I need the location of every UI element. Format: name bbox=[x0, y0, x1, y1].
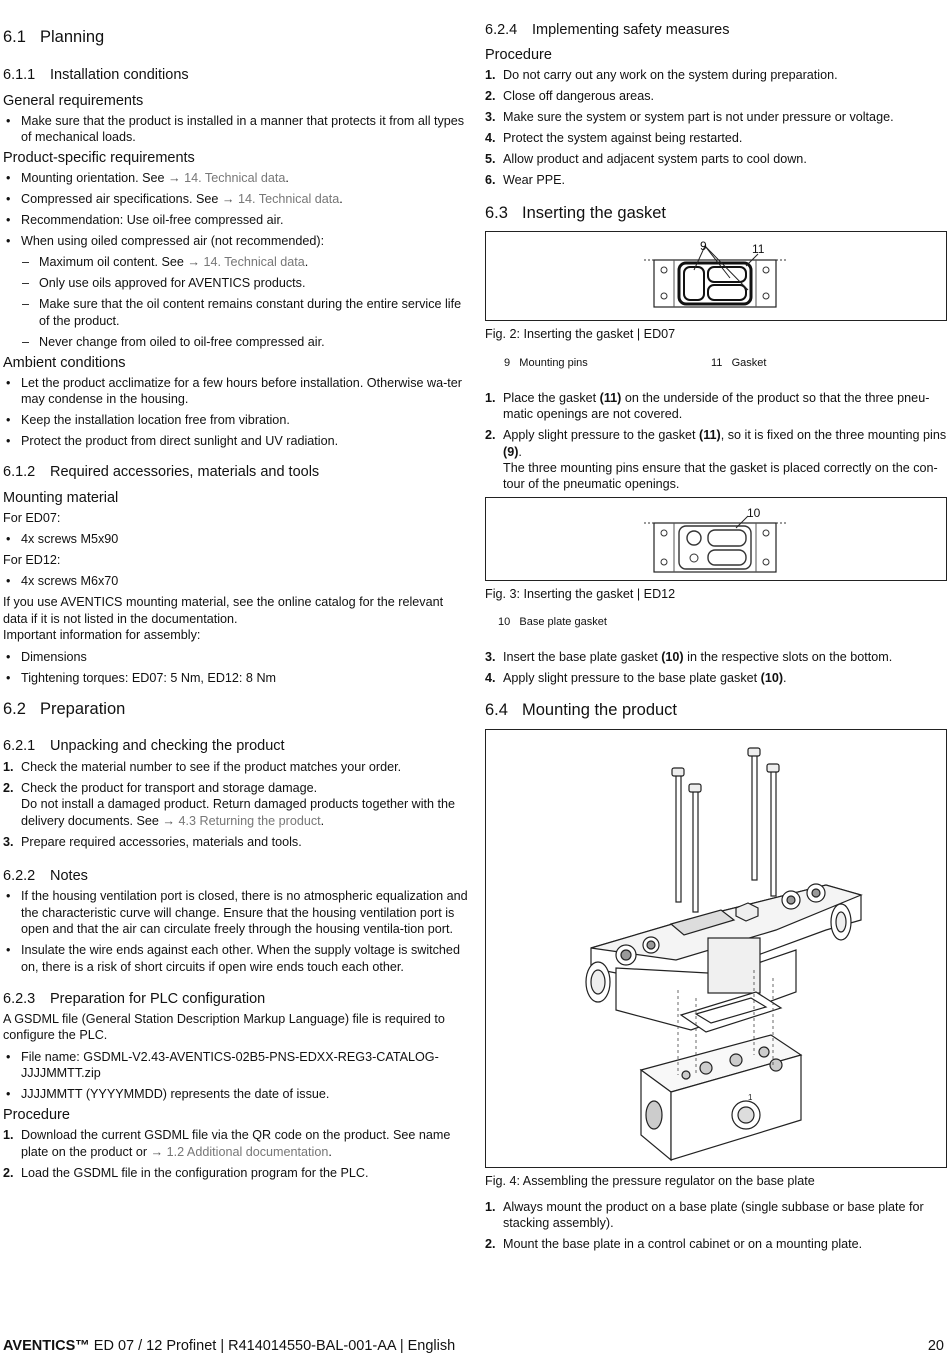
safety-steps bbox=[485, 67, 947, 188]
section-title: Planning bbox=[40, 28, 105, 46]
section-number: 6.1.2 bbox=[3, 463, 36, 480]
general-requirements-list bbox=[3, 113, 471, 146]
section-number: 6.2.3 bbox=[3, 990, 36, 1007]
ambient-conditions-heading: Ambient conditions bbox=[3, 354, 126, 371]
step-item: 3. Insert the base plate gasket (10) in the respective slots on the bottom. bbox=[485, 649, 893, 664]
ed12-label: For ED12: bbox=[3, 553, 61, 568]
step-item: 2. Mount the base plate in a control cabinet or on a mounting plate. bbox=[485, 1237, 863, 1252]
pressure-regulator-assembly-drawing bbox=[486, 730, 946, 1167]
assembly-info-label: Important information for assembly: bbox=[3, 628, 201, 643]
list-item: • Mounting orientation. See → 14. Technical data. bbox=[3, 170, 471, 186]
step-item: 2. Apply slight pressure to the gasket (11), so it is fixed on the three mounting pins (9). The three mounting pins ensure that the gasket is placed correctly on the con-tour of the pneumatic openings. bbox=[485, 428, 947, 492]
screw bbox=[693, 786, 698, 912]
ed07-label: For ED07: bbox=[3, 510, 61, 525]
step-item: 3. Make sure the system or system part is not under pressure or voltage. bbox=[485, 110, 894, 124]
technical-data-link[interactable]: 14. Technical data bbox=[184, 171, 286, 186]
document-id: ED 07 / 12 Profinet | R414014550-BAL-001-AA | English bbox=[89, 1338, 456, 1354]
right-column bbox=[485, 24, 947, 1257]
list-item: • Keep the installation location free from vibration. bbox=[3, 412, 471, 428]
callout-9: 9 bbox=[700, 239, 707, 254]
section-6-2-heading bbox=[3, 700, 471, 719]
section-number: 6.1.1 bbox=[3, 67, 36, 83]
step-item: 6. Wear PPE. bbox=[485, 173, 566, 187]
section-number: 6.4 bbox=[485, 701, 508, 720]
screw bbox=[752, 750, 757, 880]
sublist-item: – Make sure that the oil content remains constant during the entire service life of the product. bbox=[21, 296, 471, 329]
step-item: 1. Check the material number to see if the product matches your order. bbox=[3, 760, 402, 775]
gsdml-intro: A GSDML file (General Station Description Markup Language) file is required to configure the PLC. bbox=[3, 1011, 445, 1043]
section-number: 6.3 bbox=[485, 204, 508, 223]
figure-3-caption: Fig. 3: Inserting the gasket | ED12 bbox=[485, 587, 676, 602]
document-info bbox=[3, 1338, 455, 1354]
section-number: 6.2.1 bbox=[3, 738, 36, 755]
step-item: 4. Apply slight pressure to the base plate gasket (10). bbox=[485, 670, 787, 685]
step-item: 4. Protect the system against being restarted. bbox=[485, 131, 743, 145]
plc-procedure-heading: Procedure bbox=[3, 1107, 70, 1124]
figure-3-legend bbox=[485, 616, 947, 628]
section-6-1-2-heading bbox=[3, 464, 471, 480]
unpacking-steps bbox=[3, 759, 471, 850]
list-item: • Protect the product from direct sunlight and UV radiation. bbox=[3, 433, 471, 449]
list-item: • Let the product acclimatize for a few hours before installation. Otherwise wa-ter may condense in the housing. bbox=[3, 375, 471, 408]
catalog-note: If you use AVENTICS mounting material, see the online catalog for the relevant data if it is not listed in the documentation. bbox=[3, 595, 444, 626]
section-title: Mounting the product bbox=[522, 701, 678, 720]
sublist-item: – Never change from oiled to oil-free compressed air. bbox=[21, 334, 471, 350]
figure-3-ed12-gasket bbox=[485, 497, 947, 581]
technical-data-link[interactable]: 14. Technical data bbox=[238, 192, 340, 207]
mounting-material-heading: Mounting material bbox=[3, 489, 119, 506]
sublist-item: – Only use oils approved for AVENTICS products. bbox=[21, 275, 471, 291]
figure-2-caption: Fig. 2: Inserting the gasket | ED07 bbox=[485, 327, 676, 342]
section-number: 6.2.4 bbox=[485, 22, 518, 38]
section-6-2-2-heading bbox=[3, 868, 471, 884]
section-6-1-1-heading bbox=[3, 67, 471, 83]
safety-procedure-heading: Procedure bbox=[485, 47, 552, 63]
step-item: 1. Place the gasket (11) on the underside of the product so that the three pneu-matic openings are not covered. bbox=[485, 390, 930, 422]
list-item: • Compressed air specifications. See → 14. Technical data. bbox=[3, 191, 471, 207]
section-title: Required accessories, materials and tools bbox=[50, 463, 320, 480]
section-title: Installation conditions bbox=[50, 67, 189, 83]
figure-4-assembly bbox=[485, 729, 947, 1168]
ed12-gasket-drawing bbox=[486, 498, 946, 580]
base-plate-gasket-steps bbox=[485, 649, 947, 686]
legend-entry: 10 Base plate gasket bbox=[498, 615, 607, 628]
ed07-list bbox=[3, 531, 471, 547]
list-item: • File name: GSDML-V2.43-AVENTICS-02B5-PNS-EDXX-REG3-CATALOG-JJJJMMTT.zip bbox=[3, 1049, 471, 1082]
step-item: 1. Always mount the product on a base plate (single subbase or base plate for stacking assembly). bbox=[485, 1199, 924, 1231]
step-item: 2. Close off dangerous areas. bbox=[485, 89, 654, 103]
step-item: 1. Do not carry out any work on the system during preparation. bbox=[485, 68, 838, 82]
callout-10: 10 bbox=[747, 506, 761, 521]
arrow-icon: → bbox=[221, 192, 235, 207]
section-number: 6.2 bbox=[3, 700, 26, 719]
list-item: • 4x screws M5x90 bbox=[3, 531, 471, 547]
screw bbox=[676, 770, 681, 902]
section-title: Inserting the gasket bbox=[522, 204, 667, 223]
port-label: 1 bbox=[748, 1093, 753, 1103]
product-specific-list bbox=[3, 170, 471, 350]
step-item: 5. Allow product and adjacent system parts to cool down. bbox=[485, 152, 807, 166]
section-title: Preparation bbox=[40, 700, 126, 719]
callout-11: 11 bbox=[752, 242, 765, 257]
technical-data-link[interactable]: 14. Technical data bbox=[203, 255, 305, 270]
section-title: Unpacking and checking the product bbox=[50, 738, 285, 755]
step-item: 2. Check the product for transport and storage damage. Do not install a damaged product. Return damaged products together with the delivery documents. See → 4.3 Returning the product. bbox=[3, 781, 456, 828]
section-title: Implementing safety measures bbox=[532, 22, 730, 38]
list-item: • Make sure that the product is installed in a manner that protects it from all types of mechanical loads. bbox=[3, 113, 471, 146]
section-6-1-heading bbox=[3, 28, 471, 47]
arrow-icon: → bbox=[150, 1144, 164, 1159]
screw bbox=[771, 766, 776, 896]
left-column bbox=[3, 24, 471, 1186]
list-item: • 4x screws M6x70 bbox=[3, 573, 471, 589]
list-item: • When using oiled compressed air (not recommended): – Maximum oil content. See → 14. Technical data. – Only use oils approved for AVENTICS products. – Make sure that the oil content remains constant during the entire service life of the product. – Never change from oiled to oil-free compressed air. bbox=[3, 233, 471, 350]
arrow-icon: → bbox=[168, 171, 181, 186]
arrow-icon: → bbox=[162, 813, 175, 828]
plc-procedure-steps bbox=[3, 1127, 471, 1181]
oiled-air-sublist bbox=[21, 254, 471, 350]
assembly-info-list bbox=[3, 649, 471, 686]
ed12-list bbox=[3, 573, 471, 589]
brand-name: AVENTICS™ bbox=[3, 1338, 90, 1354]
section-title: Preparation for PLC configuration bbox=[50, 990, 266, 1007]
section-number: 6.1 bbox=[3, 28, 26, 46]
list-item: • Insulate the wire ends against each other. When the supply voltage is switched on, there is a risk of short circuits if open wire ends touch each other. bbox=[3, 942, 471, 975]
ed07-gasket-drawing bbox=[486, 232, 946, 320]
figure-2-ed07-gasket bbox=[485, 231, 947, 321]
legend-entry: 11 Gasket bbox=[711, 356, 767, 369]
list-item: • If the housing ventilation port is closed, there is no atmospheric equalization and the characteristic curve will change. Ensure that the housing ventilation port is open and that the air can circulate freely through the housing ventila-tion port. bbox=[3, 888, 471, 937]
general-requirements-heading: General requirements bbox=[3, 93, 144, 109]
list-item: • JJJJMMTT (YYYYMMDD) represents the date of issue. bbox=[3, 1086, 471, 1102]
section-6-4-heading bbox=[485, 701, 947, 720]
section-6-3-heading bbox=[485, 204, 947, 223]
list-item: • Recommendation: Use oil-free compressed air. bbox=[3, 212, 471, 228]
arrow-icon: → bbox=[187, 255, 200, 270]
sublist-item: – Maximum oil content. See → 14. Technical data. bbox=[21, 254, 471, 270]
step-item: 2. Load the GSDML file in the configuration program for the PLC. bbox=[3, 1165, 369, 1180]
additional-documentation-link[interactable]: 1.2 Additional documentation bbox=[166, 1144, 329, 1159]
mounting-steps bbox=[485, 1199, 947, 1253]
section-title: Notes bbox=[50, 868, 88, 885]
figure-4-caption: Fig. 4: Assembling the pressure regulator on the base plate bbox=[485, 1174, 815, 1189]
step-item: 1. Download the current GSDML file via the QR code on the product. See name plate on the product or → 1.2 Additional documentation. bbox=[3, 1128, 451, 1159]
step-item: 3. Prepare required accessories, materials and tools. bbox=[3, 834, 302, 849]
legend-entry: 9 Mounting pins bbox=[504, 356, 588, 369]
gsdml-list bbox=[3, 1049, 471, 1103]
ambient-conditions-list bbox=[3, 375, 471, 450]
product-specific-heading: Product-specific requirements bbox=[3, 150, 195, 167]
list-item: • Dimensions bbox=[3, 649, 471, 665]
section-number: 6.2.2 bbox=[3, 868, 36, 885]
list-item: • Tightening torques: ED07: 5 Nm, ED12: 8 Nm bbox=[3, 670, 471, 686]
notes-list bbox=[3, 888, 471, 975]
section-6-2-1-heading bbox=[3, 738, 471, 754]
page-number: 20 bbox=[927, 1338, 944, 1354]
figure-2-legend bbox=[485, 357, 947, 369]
section-6-2-4-heading bbox=[485, 22, 947, 38]
gasket-steps bbox=[485, 390, 947, 493]
section-6-2-3-heading bbox=[3, 991, 471, 1007]
page-footer bbox=[3, 1338, 944, 1354]
returning-product-link[interactable]: 4.3 Returning the product bbox=[178, 813, 321, 828]
